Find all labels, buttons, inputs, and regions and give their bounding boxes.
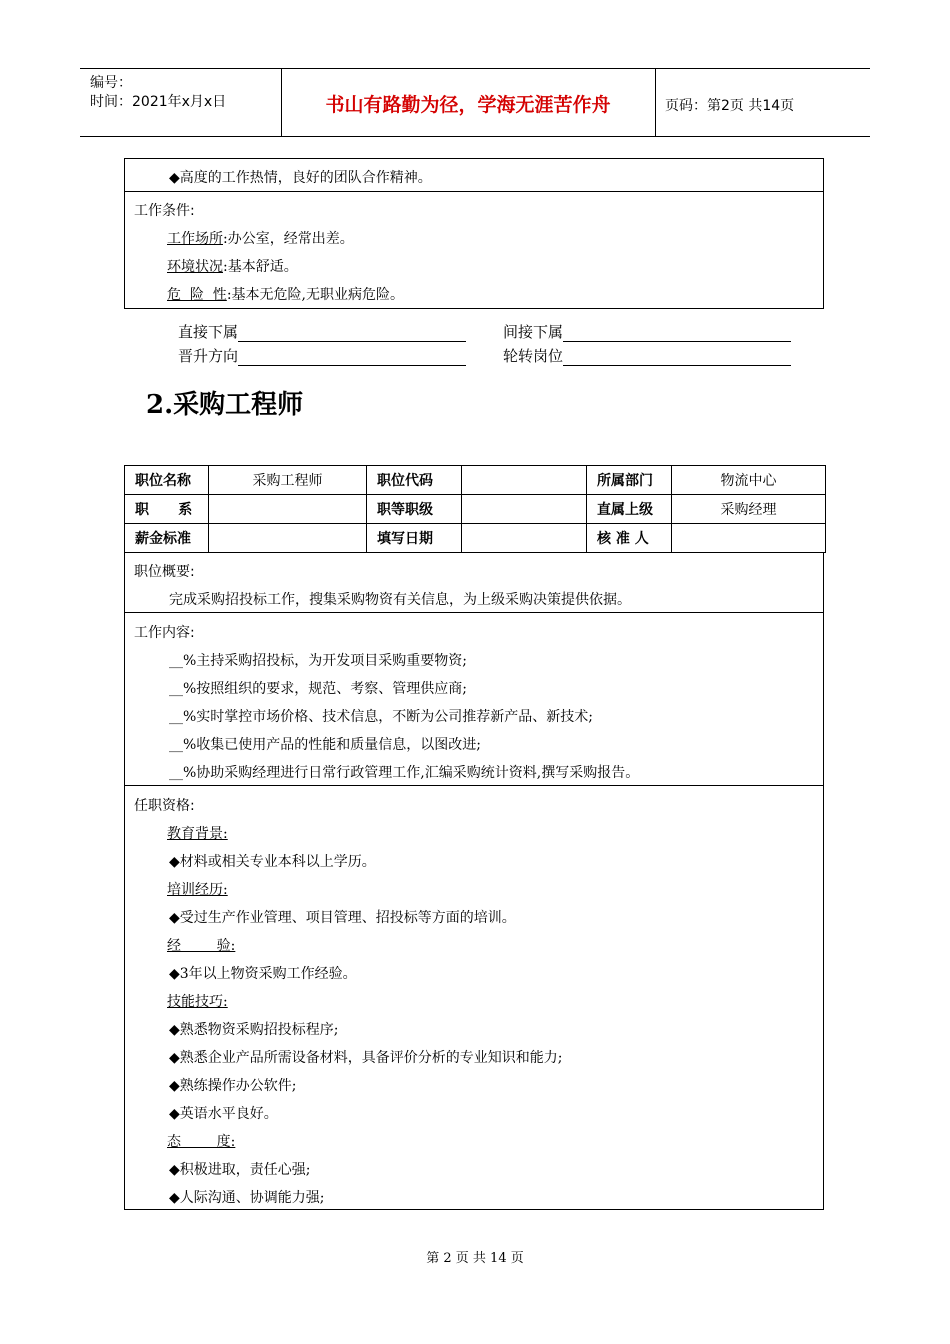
- rotation-line: [503, 345, 791, 366]
- header-divider-right: [655, 68, 656, 136]
- skills-label: 技能技巧:: [167, 994, 228, 1010]
- page-footer: 第 2 页 共 14 页: [426, 1251, 524, 1266]
- skill-item: ◆英语水平良好。: [169, 1106, 278, 1122]
- indirect-subordinate-label: 间接下属: [503, 323, 564, 341]
- position-info-table: [124, 465, 826, 553]
- overview-text: 完成采购招投标工作，搜集采购物资有关信息，为上级采购决策提供依据。: [169, 592, 631, 608]
- table-cell-value: [462, 524, 587, 553]
- condition-text: :办公室，经常出差。: [223, 231, 354, 247]
- qualifications-box: [124, 785, 824, 1210]
- duties-box: [124, 612, 824, 786]
- direct-subordinate-label: 直接下属: [178, 323, 239, 341]
- blank-line: [563, 349, 791, 366]
- duty-item: __%协助采购经理进行日常行政管理工作,汇编采购统计资料,撰写采购报告。: [169, 765, 640, 781]
- table-cell-key: 职位名称: [125, 466, 209, 495]
- condition-label: 危 险 性: [167, 287, 227, 303]
- indirect-subordinate-line: [503, 321, 791, 342]
- table-cell-value: 物流中心: [672, 466, 826, 495]
- table-row: [125, 524, 826, 553]
- divider: [125, 191, 823, 192]
- table-cell-key: 职位代码: [367, 466, 462, 495]
- table-cell-key: 填写日期: [367, 524, 462, 553]
- table-cell-value: 采购工程师: [209, 466, 367, 495]
- condition-workplace: [167, 228, 354, 248]
- experience-item: ◆3年以上物资采购工作经验。: [169, 966, 357, 982]
- table-cell-key: 核 准 人: [587, 524, 672, 553]
- skill-item: ◆熟悉企业产品所需设备材料，具备评价分析的专业知识和能力;: [169, 1050, 563, 1066]
- table-cell-key: 薪金标准: [125, 524, 209, 553]
- table-cell-value: [209, 524, 367, 553]
- table-row: [125, 495, 826, 524]
- condition-label: 工作场所: [167, 231, 223, 247]
- teamwork-bullet: ◆高度的工作热情，良好的团队合作精神。: [169, 170, 432, 186]
- table-cell-value: 采购经理: [672, 495, 826, 524]
- header-divider-left: [281, 68, 282, 136]
- experience-label: 经 验:: [167, 938, 236, 954]
- previous-section-box: [124, 158, 824, 309]
- table-cell-value: [462, 495, 587, 524]
- attitude-item: ◆人际沟通、协调能力强;: [169, 1190, 325, 1206]
- document-time: 时间：2021年x月x日: [90, 94, 227, 110]
- education-item: ◆材料或相关专业本科以上学历。: [169, 854, 376, 870]
- header-top-rule: [80, 68, 870, 69]
- duty-item: __%实时掌控市场价格、技术信息，不断为公司推荐新产品、新技术;: [169, 709, 594, 725]
- condition-text: :基本舒适。: [223, 259, 298, 275]
- condition-text: :基本无危险,无职业病危险。: [226, 287, 404, 303]
- duties-title: 工作内容:: [134, 625, 195, 641]
- duty-item: __%主持采购招投标，为开发项目采购重要物资;: [169, 653, 468, 669]
- work-conditions-title: 工作条件:: [134, 203, 195, 219]
- education-label: 教育背景:: [167, 826, 228, 842]
- table-cell-key: 职等职级: [367, 495, 462, 524]
- table-cell-value: [209, 495, 367, 524]
- header-slogan: 书山有路勤为径，学海无涯苦作舟: [325, 94, 611, 116]
- blank-line: [238, 349, 466, 366]
- page-indicator: 页码：第2页 共14页: [665, 98, 795, 114]
- attitude-item: ◆积极进取，责任心强;: [169, 1162, 311, 1178]
- skill-item: ◆熟练操作办公软件;: [169, 1078, 297, 1094]
- duty-item: __%按照组织的要求，规范、考察、管理供应商;: [169, 681, 468, 697]
- condition-environment: [167, 256, 298, 276]
- overview-title: 职位概要:: [134, 564, 195, 580]
- condition-label: 环境状况: [167, 259, 223, 275]
- table-cell-value: [672, 524, 826, 553]
- condition-hazard: [167, 284, 404, 304]
- training-label: 培训经历:: [167, 882, 228, 898]
- training-item: ◆受过生产作业管理、项目管理、招投标等方面的培训。: [169, 910, 516, 926]
- direct-subordinate-line: [178, 321, 466, 342]
- skill-item: ◆熟悉物资采购招投标程序;: [169, 1022, 339, 1038]
- duty-item: __%收集已使用产品的性能和质量信息，以图改进;: [169, 737, 482, 753]
- table-cell-key: 职 系: [125, 495, 209, 524]
- table-cell-value: [462, 466, 587, 495]
- promotion-line: [178, 345, 466, 366]
- blank-line: [563, 325, 791, 342]
- blank-line: [238, 325, 466, 342]
- overview-box: [124, 552, 824, 613]
- header-bottom-rule: [80, 136, 870, 137]
- section-title: 2.采购工程师: [146, 390, 304, 420]
- promotion-label: 晋升方向: [178, 347, 239, 365]
- table-row: [125, 466, 826, 495]
- attitude-label: 态 度:: [167, 1134, 236, 1150]
- table-cell-key: 所属部门: [587, 466, 672, 495]
- document-number: 编号：: [90, 75, 132, 91]
- rotation-label: 轮转岗位: [503, 347, 564, 365]
- table-cell-key: 直属上级: [587, 495, 672, 524]
- qualifications-title: 任职资格:: [134, 798, 195, 814]
